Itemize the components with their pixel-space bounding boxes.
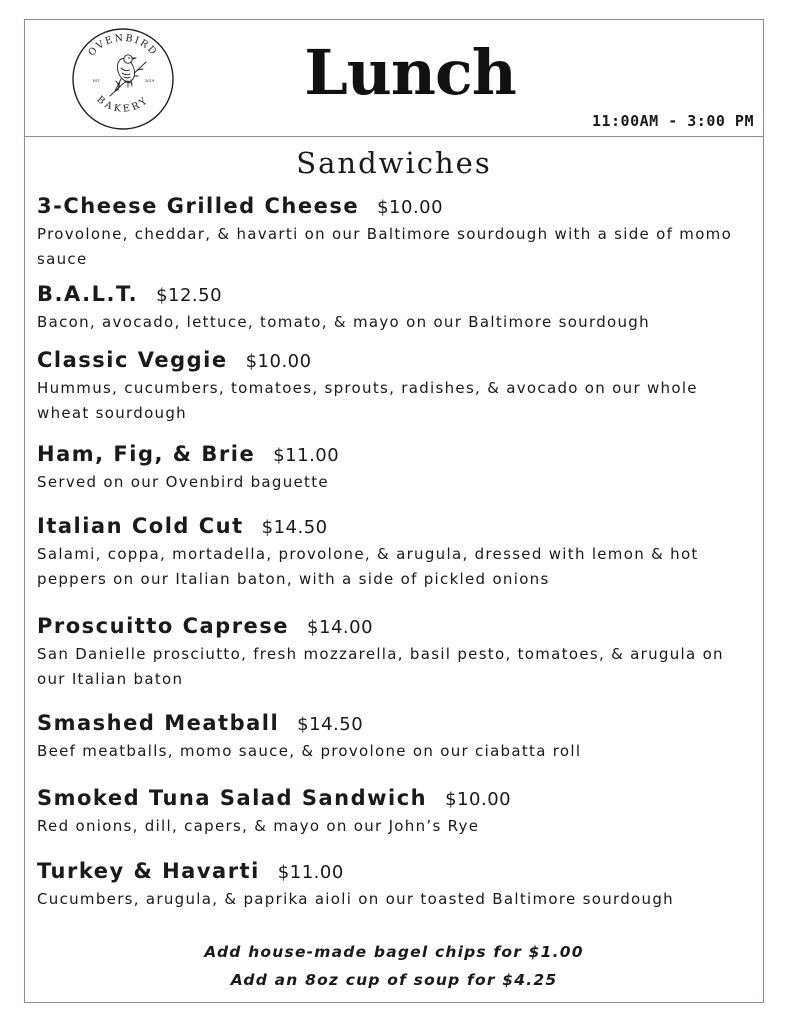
item-price: $14.50 — [261, 517, 328, 538]
menu-item — [37, 711, 752, 764]
item-description: Beef meatballs, momo sauce, & provolone on our ciabatta roll — [37, 742, 582, 760]
item-name: Proscuitto Caprese — [37, 614, 290, 638]
item-name: Smashed Meatball — [37, 711, 280, 735]
item-description: Hummus, cucumbers, tomatoes, sprouts, radishes, & avocado on our whole wheat sourdough — [37, 379, 698, 422]
service-hours: 11:00AM - 3:00 PM — [591, 112, 754, 130]
addon-bagel-chips: Add house-made bagel chips for $1.00 — [204, 943, 584, 961]
page-title: Lunch — [304, 36, 516, 109]
item-price: $11.00 — [273, 445, 340, 466]
addon-soup: Add an 8oz cup of soup for $4.25 — [230, 971, 558, 989]
menu-item — [37, 859, 752, 912]
menu-item — [37, 514, 752, 592]
svg-text:2019: 2019 — [145, 79, 155, 83]
item-description: Provolone, cheddar, & havarti on our Baltimore sourdough with a side of momo sauce — [37, 225, 733, 268]
item-price: $10.00 — [445, 789, 512, 810]
item-description: Salami, coppa, mortadella, provolone, & arugula, dressed with lemon & hot peppers on our Italian baton, with a side of pickled onions — [37, 545, 699, 588]
item-price: $10.00 — [245, 351, 312, 372]
item-price: $14.00 — [307, 617, 374, 638]
item-description: San Danielle prosciutto, fresh mozzarella, basil pesto, tomatoes, & arugula on our Italian baton — [37, 645, 724, 688]
item-description: Bacon, avocado, lettuce, tomato, & mayo on our Baltimore sourdough — [37, 313, 650, 331]
menu-item — [37, 786, 752, 839]
menu-item — [37, 282, 752, 335]
item-name: 3-Cheese Grilled Cheese — [37, 194, 360, 218]
item-price: $11.00 — [277, 862, 344, 883]
item-price: $12.50 — [156, 285, 223, 306]
bakery-logo — [68, 26, 178, 132]
svg-text:EST.: EST. — [93, 79, 101, 83]
item-name: B.A.L.T. — [37, 282, 139, 306]
item-price: $14.50 — [297, 714, 364, 735]
item-description: Red onions, dill, capers, & mayo on our John’s Rye — [37, 817, 480, 835]
svg-text:OVENBIRD: OVENBIRD — [86, 32, 160, 59]
menu-item — [37, 194, 752, 272]
menu-item — [37, 442, 752, 495]
item-name: Ham, Fig, & Brie — [37, 442, 256, 466]
item-name: Turkey & Havarti — [37, 859, 260, 883]
header-divider — [24, 136, 764, 137]
item-name: Smoked Tuna Salad Sandwich — [37, 786, 428, 810]
menu-item — [37, 348, 752, 426]
item-description: Cucumbers, arugula, & paprika aioli on our toasted Baltimore sourdough — [37, 890, 674, 908]
menu-item — [37, 614, 752, 692]
section-heading: Sandwiches — [296, 146, 492, 180]
item-name: Italian Cold Cut — [37, 514, 244, 538]
svg-text:BAKERY: BAKERY — [94, 94, 152, 115]
item-description: Served on our Ovenbird baguette — [37, 473, 329, 491]
bird-icon — [110, 55, 146, 96]
item-price: $10.00 — [377, 197, 444, 218]
item-name: Classic Veggie — [37, 348, 228, 372]
